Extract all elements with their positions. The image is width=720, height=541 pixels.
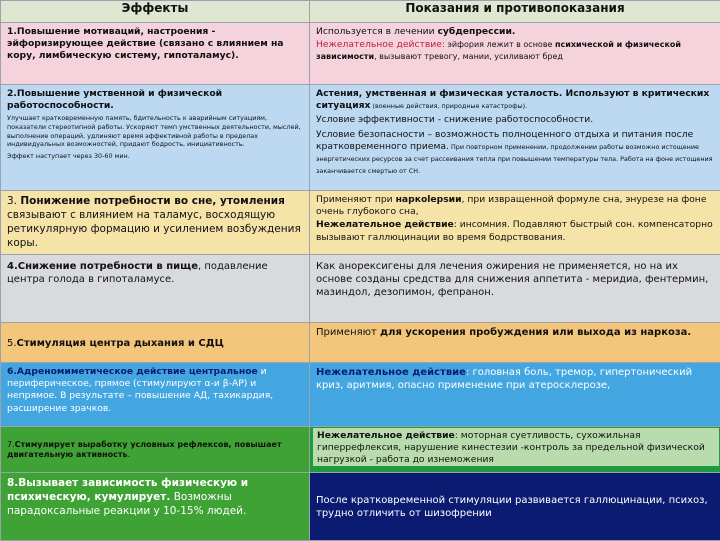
indication-6-text: Нежелательное действие: головная боль, тремор, гипертонический криз, аритмия, опасно применение при атеросклерозе, [316,366,714,392]
indication-7-box [313,428,719,466]
effect-cell [1,323,310,363]
indication-3-adverse: Нежелательное действие: инсомния. Подавляют быстрый сон. компенсаторно вызывают галлюцинации во время бодрствования. [316,219,714,243]
indication-cell [310,85,720,191]
table-row [1,363,720,427]
effect-2-body: Улучшает кратковременную память, бдительность к аварийным ситуациям, показатели стереотипной работы. Ускоряют темп умственных деятельности, мыслей, выполнение операций, удлиняют время эффективной работы в пределах индивидуальных возможностей, придают бодрость, инициативность. [7,114,305,148]
table-row [1,191,720,255]
effect-2-onset: Эффект наступает через 30-60 мин. [7,152,305,161]
header-effects: Эффекты [1,1,310,23]
effect-8-text: 8.Вызывает зависимость физическую и психическую, кумулирует. Возможны парадоксальные реакции у 10-15% людей. [7,476,305,518]
indication-7-text: Нежелательное действие: моторная суетливость, сухожильная гиперрефлексия, нарушение кинестезии -контроль за предельной физической нагрузкой - работа до изнеможения [317,430,715,466]
indication-1-adverse: Нежелательное действие: эйфория лежит в основе психической и физической зависимости, вызывают тревогу, мании, усиливают бред [316,39,714,63]
effect-cell [1,427,310,473]
table-row [1,427,720,473]
indication-cell [310,23,720,85]
header-indications: Показания и противопоказания [310,1,720,23]
table-row [1,85,720,191]
indication-8-text: После кратковременной стимуляции развивается галлюцинации, психоз, трудно отличить от шизофрении [316,494,714,520]
indication-cell [310,255,720,323]
table-row [1,473,720,541]
effect-3-text: 3. Понижение потребности во сне, утомления связывают с влиянием на таламус, восходящую ретикулярную формацию и усилением возбуждения коры. [7,194,305,250]
effect-1-text: 1.Повышение мотиваций, настроения - эйфоризирующее действие (связано с влиянием на кору, лимбическую систему, гипоталамус). [7,26,305,63]
indication-cell [310,473,720,541]
effect-cell [1,255,310,323]
effect-2-title: 2.Повышение умственной и физической работоспособности. [7,88,305,112]
effect-7-text: 7.Стимулирует выработку условных рефлексов, повышает двигательную активность. [7,440,305,461]
effect-5-text: 5.Стимуляция центра дыхания и СДЦ [7,337,305,350]
effect-cell [1,363,310,427]
indication-cell [310,427,720,473]
indication-1-use: Используется в лечении субдепрессии. [316,26,714,38]
indication-4-text: Как анорексигены для лечения ожирения не применяется, но на их основе созданы средства для снижения аппетита - меридиа, фентермин, мазиндол, дезопимон, фепранон. [316,260,714,299]
effect-4-text: 4.Снижение потребности в пище, подавление центра голода в гипоталамусе. [7,260,305,286]
indication-cell [310,363,720,427]
table-row [1,323,720,363]
indication-5-text: Применяют для ускорения пробуждения или выхода из наркоза. [316,326,714,339]
effect-cell [1,85,310,191]
effect-cell [1,473,310,541]
indication-cell [310,323,720,363]
indication-cell [310,191,720,255]
indication-2-condition: Условие эффективности - снижение работоспособности. [316,114,714,126]
indication-2-safety: Условие безопасности – возможность полноценного отдыха и питания после кратковременного приема. При повторном применении, продолжении работы возможно истощение энергетических ресурсов за счет рассеивания тепла при повышении температуры тела. Работа на фоне истощения заканчивается смертью от СН. [316,129,714,178]
effect-cell [1,23,310,85]
table-row [1,23,720,85]
effect-6-text: 6.Адреномиметическое действие центральное и периферическое, прямое (стимулируют α-и β-АР) и непрямое. В результате – повышение АД, тахикардия, расширение зрачков. [7,366,305,415]
effect-cell [1,191,310,255]
indication-3-use: Применяют при наркolepsии, при извращенной формуле сна, энурезе на фоне очень глубокого сна, [316,194,714,218]
table-header-row [1,1,720,23]
indication-2-asthenia: Астения, умственная и физическая усталость. Используют в критических ситуациях (военные действия, природные катастрофы). [316,88,714,112]
table-row [1,255,720,323]
